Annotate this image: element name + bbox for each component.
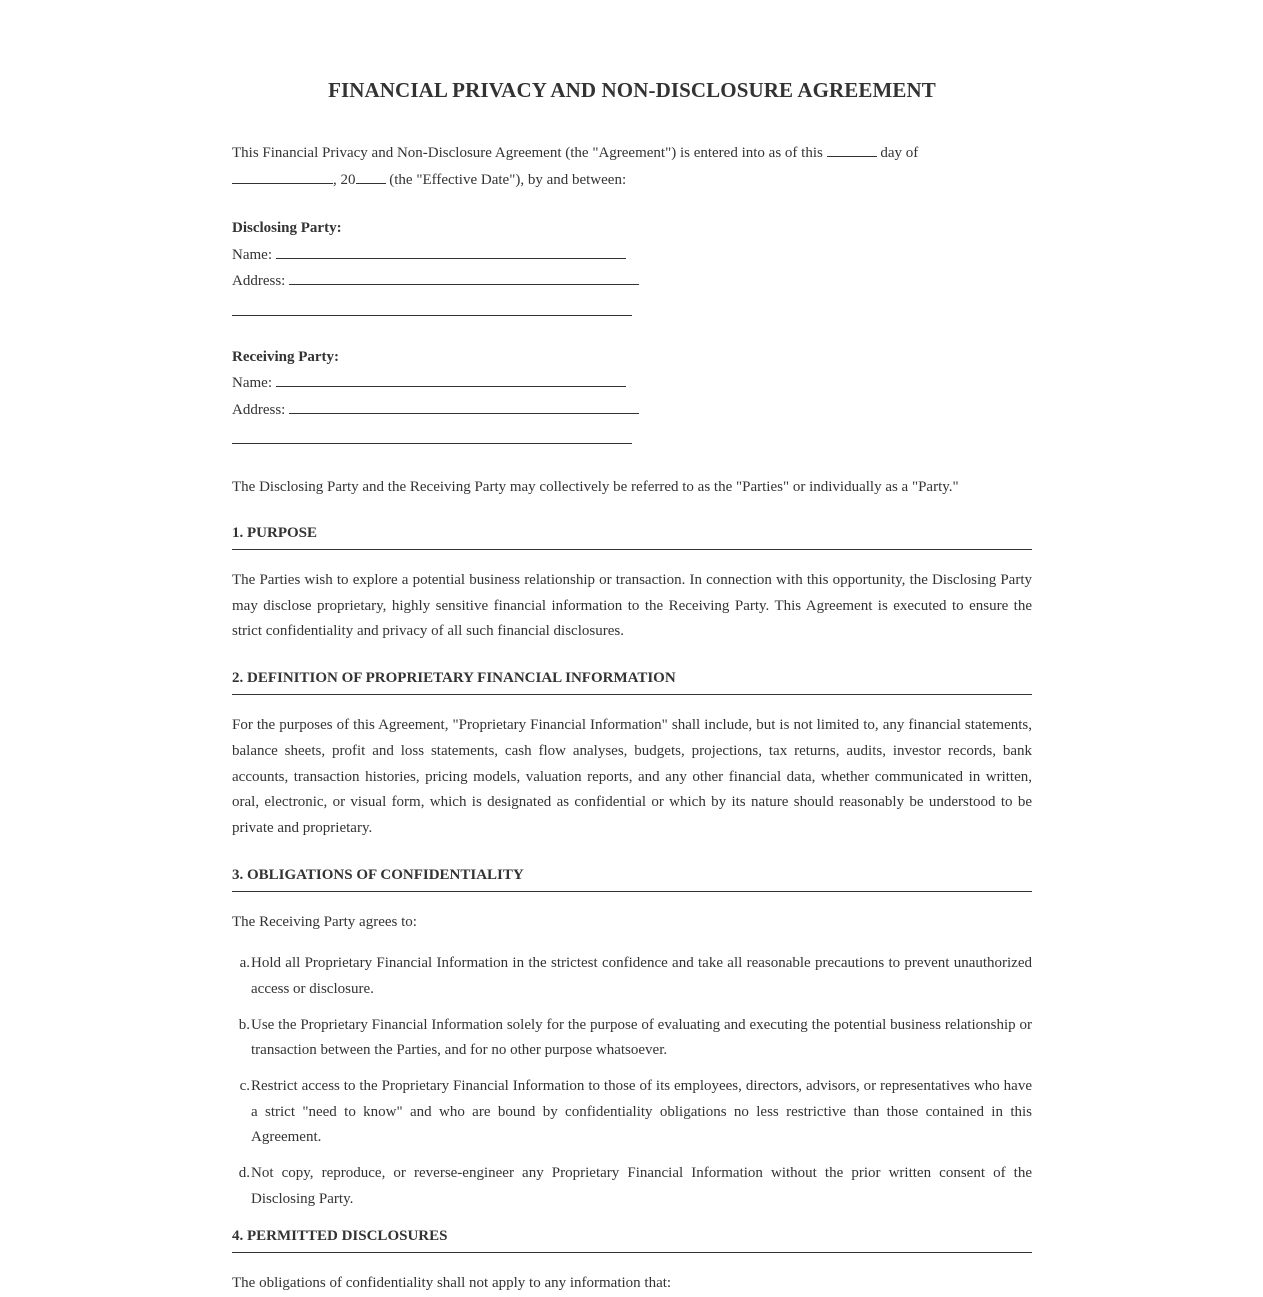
disclosing-address-line — [289, 270, 639, 285]
receiving-name-label: Name: — [232, 375, 272, 391]
list-marker: b. — [238, 1016, 250, 1033]
list-marker: d. — [238, 1165, 250, 1182]
day-blank — [827, 142, 877, 157]
receiving-address-line — [289, 399, 639, 414]
list-item-text: Use the Proprietary Financial Information solely for the purpose of evaluating and executing the potential business relationship or transaction between the Parties, and for no other purpose whatsoever. — [251, 1016, 1032, 1059]
receiving-name-row — [232, 370, 1032, 397]
disclosing-party-block — [232, 215, 1032, 316]
section-title-definition: 2. DEFINITION OF PROPRIETARY FINANCIAL INFORMATION — [232, 668, 1032, 695]
receiving-address-row — [232, 397, 1032, 424]
disclosing-address-line-2 — [232, 295, 632, 316]
section-intro-obligations: The Receiving Party agrees to: — [232, 913, 417, 930]
list-marker: a. — [239, 955, 250, 972]
section-intro-permitted: The obligations of confidentiality shall not apply to any information that: — [232, 1275, 672, 1292]
receiving-party-block — [232, 344, 1032, 445]
list-marker: c. — [239, 1078, 250, 1095]
list-item — [232, 1161, 1032, 1212]
disclosing-name-line — [276, 244, 626, 259]
list-item-text: Restrict access to the Proprietary Financial Information to those of its employees, directors, advisors, or representatives who have a strict "need to know" and who are bound by confidentiality obligations no less restrictive than those contained in this Agreement. — [251, 1078, 1032, 1146]
receiving-address-line-2 — [232, 423, 632, 444]
disclosing-address-label: Address: — [232, 273, 286, 289]
receiving-name-line — [276, 372, 626, 387]
parties-definition-text: The Disclosing Party and the Receiving Party may collectively be referred to as the "Parties" or individually as a "Party." — [232, 479, 959, 495]
year-blank — [356, 169, 386, 184]
disclosing-name-label: Name: — [232, 246, 272, 263]
disclosing-address-row — [232, 268, 1032, 295]
disclosing-party-heading: Disclosing Party: — [232, 220, 342, 236]
section-title-purpose: 1. PURPOSE — [232, 523, 1032, 550]
disclosing-name-row — [232, 242, 1032, 269]
receiving-party-heading: Receiving Party: — [232, 348, 340, 365]
section-text-purpose: The Parties wish to explore a potential business relationship or transaction. In connection with this opportunity, the Disclosing Party may disclose proprietary, highly sensitive financial information to the Receiving Party. This Agreement is executed to ensure the strict confidentiality and privacy of all such financial disclosures. — [232, 572, 1032, 640]
intro-text-1: This Financial Privacy and Non-Disclosure Agreement (the "Agreement") is entered into as of this — [232, 145, 823, 161]
month-blank — [232, 169, 333, 184]
document-page — [232, 0, 1032, 1297]
section-title-permitted: 4. PERMITTED DISCLOSURES — [232, 1226, 1032, 1253]
receiving-address-label: Address: — [232, 401, 286, 418]
section-text-definition: For the purposes of this Agreement, "Proprietary Financial Information" shall include, but is not limited to, any financial statements, balance sheets, profit and loss statements, cash flow analyses, budgets, projections, tax returns, audits, investor records, bank accounts, transaction histories, pricing models, valuation reports, and any other financial data, whether communicated in written, oral, electronic, or visual form, which is designated as confidential or which by its nature should reasonably be understood to be private and proprietary. — [232, 717, 1032, 836]
list-item — [232, 1013, 1032, 1064]
list-item — [232, 1074, 1032, 1151]
intro-text-3: , 20 — [333, 172, 356, 188]
list-item — [232, 951, 1032, 1002]
list-item-text: Not copy, reproduce, or reverse-engineer any Proprietary Financial Information without the prior written consent of the Disclosing Party. — [251, 1165, 1032, 1207]
obligations-list — [232, 951, 1032, 1212]
section-title-obligations: 3. OBLIGATIONS OF CONFIDENTIALITY — [232, 865, 1032, 892]
list-item-text: Hold all Proprietary Financial Information in the strictest confidence and take all reasonable precautions to prevent unauthorized access or disclosure. — [251, 955, 1032, 997]
intro-text-2: day of — [880, 145, 919, 161]
document-title: FINANCIAL PRIVACY AND NON-DISCLOSURE AGREEMENT — [328, 78, 936, 102]
intro-text-4: (the "Effective Date"), by and between: — [389, 172, 627, 188]
intro-paragraph — [232, 140, 1032, 194]
